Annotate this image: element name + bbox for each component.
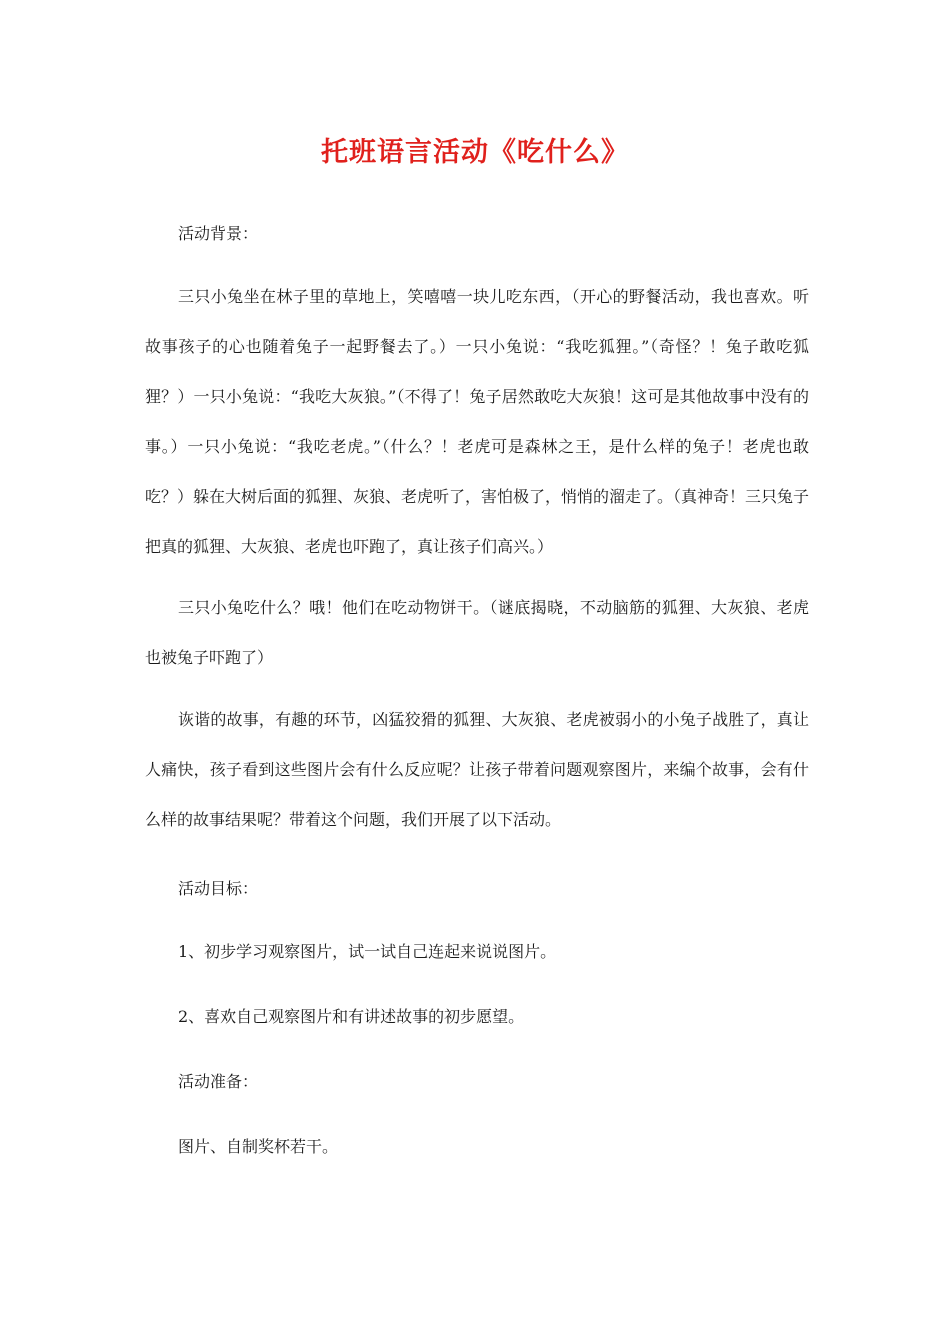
paragraph-story: 三只小兔坐在林子里的草地上，笑嘻嘻一块儿吃东西，（开心的野餐活动，我也喜欢。听故事孩子的心也随着兔子一起野餐去了。）一只小兔说：“我吃狐狸。”（奇怪？！兔子敢吃狐狸？）一只小兔说：“我吃大灰狼。”（不得了！兔子居然敢吃大灰狼！这可是其他故事中没有的事。）一只小兔说：“我吃老虎。”（什么？！老虎可是森林之王，是什么样的兔子！老虎也敢吃？）躲在大树后面的狐狸、灰狼、老虎听了，害怕极了，悄悄的溜走了。（真神奇！三只兔子把真的狐狸、大灰狼、老虎也吓跑了，真让孩子们高兴。）: [145, 287, 810, 556]
goal-item-1: 1、初步学习观察图片，试一试自己连起来说说图片。: [178, 942, 557, 961]
background-heading: 活动背景：: [178, 224, 259, 243]
goal-item-2: 2、喜欢自己观察图片和有讲述故事的初步愿望。: [178, 1007, 525, 1026]
prep-heading: 活动准备：: [178, 1072, 259, 1091]
document-title: 托班语言活动《吃什么》: [321, 137, 629, 168]
paragraph-answer: 三只小兔吃什么？哦！他们在吃动物饼干。（谜底揭晓，不动脑筋的狐狸、大灰狼、老虎也被兔子吓跑了）: [145, 598, 809, 667]
prep-text: 图片、自制奖杯若干。: [178, 1137, 339, 1156]
paragraph-reflection: 诙谐的故事，有趣的环节，凶猛狡猾的狐狸、大灰狼、老虎被弱小的小兔子战胜了，真让人痛快，孩子看到这些图片会有什么反应呢？让孩子带着问题观察图片，来编个故事，会有什么样的故事结果呢？带着这个问题，我们开展了以下活动。: [145, 710, 809, 829]
goals-heading: 活动目标：: [178, 879, 259, 898]
